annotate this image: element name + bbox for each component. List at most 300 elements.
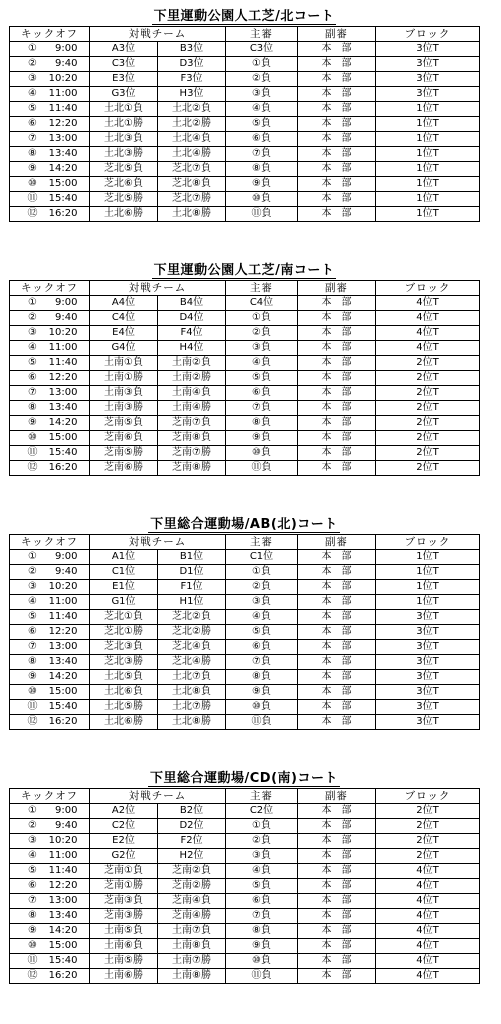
referee-cell: ⑩負 bbox=[226, 192, 298, 207]
match-row bbox=[10, 326, 480, 341]
match-number: ④ bbox=[28, 88, 37, 99]
match-number: ⑪ bbox=[27, 955, 38, 966]
match-row bbox=[10, 461, 480, 476]
team-1-cell: 芝南⑥負 bbox=[90, 431, 158, 446]
referee-cell: ②負 bbox=[226, 580, 298, 595]
team-1-cell: 土南③負 bbox=[90, 386, 158, 401]
kickoff-cell bbox=[10, 924, 90, 939]
match-row bbox=[10, 909, 480, 924]
match-row bbox=[10, 819, 480, 834]
match-row bbox=[10, 356, 480, 371]
kickoff-time: 11:00 bbox=[48, 88, 78, 99]
kickoff-time: 11:40 bbox=[48, 357, 78, 368]
team-1-cell: 土北⑥勝 bbox=[90, 715, 158, 730]
sub-referee-cell: 本 部 bbox=[298, 565, 376, 580]
match-number: ⑧ bbox=[28, 656, 37, 667]
section-title: 下里総合運動場/CD(南)コート bbox=[150, 771, 338, 786]
kickoff-cell bbox=[10, 909, 90, 924]
match-number: ③ bbox=[28, 327, 37, 338]
match-number: ⑩ bbox=[28, 686, 37, 697]
sub-referee-cell: 本 部 bbox=[298, 401, 376, 416]
kickoff-cell bbox=[10, 42, 90, 57]
team-1-cell: 芝南⑥勝 bbox=[90, 461, 158, 476]
block-cell: 2位T bbox=[376, 386, 480, 401]
team-1-cell: 土北⑤負 bbox=[90, 670, 158, 685]
match-number: ③ bbox=[28, 835, 37, 846]
block-cell: 1位T bbox=[376, 565, 480, 580]
kickoff-time: 11:40 bbox=[48, 865, 78, 876]
match-number: ⑤ bbox=[28, 865, 37, 876]
match-number: ② bbox=[28, 820, 37, 831]
team-2-cell: 芝南②負 bbox=[158, 864, 226, 879]
referee-cell: ⑤負 bbox=[226, 117, 298, 132]
match-row bbox=[10, 804, 480, 819]
sub-referee-cell: 本 部 bbox=[298, 864, 376, 879]
kickoff-cell bbox=[10, 416, 90, 431]
sub-referee-cell: 本 部 bbox=[298, 57, 376, 72]
kickoff-time: 13:00 bbox=[48, 895, 78, 906]
block-cell: 1位T bbox=[376, 550, 480, 565]
block-cell: 3位T bbox=[376, 700, 480, 715]
kickoff-time: 16:20 bbox=[48, 462, 78, 473]
block-cell: 3位T bbox=[376, 57, 480, 72]
referee-cell: ⑨負 bbox=[226, 177, 298, 192]
team-2-cell: D2位 bbox=[158, 819, 226, 834]
kickoff-time: 9:40 bbox=[55, 566, 78, 577]
referee-cell: ⑥負 bbox=[226, 640, 298, 655]
referee-cell: ⑪負 bbox=[226, 461, 298, 476]
kickoff-time: 15:00 bbox=[48, 178, 78, 189]
kickoff-time: 9:00 bbox=[55, 805, 78, 816]
sub-referee-cell: 本 部 bbox=[298, 894, 376, 909]
header-teams: 対戦チーム bbox=[90, 789, 226, 804]
team-2-cell: 土南②負 bbox=[158, 356, 226, 371]
kickoff-cell bbox=[10, 192, 90, 207]
sub-referee-cell: 本 部 bbox=[298, 117, 376, 132]
match-row bbox=[10, 879, 480, 894]
kickoff-time: 9:40 bbox=[55, 820, 78, 831]
match-number: ⑥ bbox=[28, 118, 37, 129]
match-number: ① bbox=[28, 297, 37, 308]
team-2-cell: 芝北⑦負 bbox=[158, 162, 226, 177]
header-row bbox=[10, 281, 480, 296]
block-cell: 3位T bbox=[376, 670, 480, 685]
header-sub-referee: 副審 bbox=[298, 281, 376, 296]
kickoff-cell bbox=[10, 819, 90, 834]
team-1-cell: 土北③勝 bbox=[90, 147, 158, 162]
sub-referee-cell: 本 部 bbox=[298, 296, 376, 311]
kickoff-time: 13:00 bbox=[48, 133, 78, 144]
match-row bbox=[10, 42, 480, 57]
block-cell: 2位T bbox=[376, 461, 480, 476]
header-referee: 主審 bbox=[226, 535, 298, 550]
match-row bbox=[10, 580, 480, 595]
match-number: ⑦ bbox=[28, 387, 37, 398]
team-1-cell: A2位 bbox=[90, 804, 158, 819]
kickoff-time: 15:40 bbox=[48, 193, 78, 204]
kickoff-cell bbox=[10, 954, 90, 969]
header-block: ブロック bbox=[376, 281, 480, 296]
referee-cell: C2位 bbox=[226, 804, 298, 819]
team-2-cell: H2位 bbox=[158, 849, 226, 864]
match-row bbox=[10, 431, 480, 446]
match-row bbox=[10, 386, 480, 401]
block-cell: 3位T bbox=[376, 715, 480, 730]
match-row bbox=[10, 192, 480, 207]
match-number: ⑪ bbox=[27, 193, 38, 204]
header-kickoff: キックオフ bbox=[10, 281, 90, 296]
referee-cell: ③負 bbox=[226, 341, 298, 356]
referee-cell: ⑤負 bbox=[226, 625, 298, 640]
kickoff-cell bbox=[10, 550, 90, 565]
match-number: ⑧ bbox=[28, 402, 37, 413]
referee-cell: ⑨負 bbox=[226, 685, 298, 700]
kickoff-time: 15:00 bbox=[48, 432, 78, 443]
team-2-cell: 土南⑧勝 bbox=[158, 969, 226, 984]
kickoff-cell bbox=[10, 72, 90, 87]
block-cell: 4位T bbox=[376, 864, 480, 879]
header-sub-referee: 副審 bbox=[298, 789, 376, 804]
block-cell: 4位T bbox=[376, 341, 480, 356]
team-2-cell: 土南④勝 bbox=[158, 401, 226, 416]
team-2-cell: 芝南②勝 bbox=[158, 879, 226, 894]
match-row bbox=[10, 715, 480, 730]
sub-referee-cell: 本 部 bbox=[298, 909, 376, 924]
sub-referee-cell: 本 部 bbox=[298, 461, 376, 476]
match-number: ③ bbox=[28, 73, 37, 84]
team-2-cell: 芝南④勝 bbox=[158, 909, 226, 924]
referee-cell: ⑩負 bbox=[226, 700, 298, 715]
sub-referee-cell: 本 部 bbox=[298, 819, 376, 834]
team-1-cell: E3位 bbox=[90, 72, 158, 87]
sub-referee-cell: 本 部 bbox=[298, 386, 376, 401]
match-number: ① bbox=[28, 551, 37, 562]
sub-referee-cell: 本 部 bbox=[298, 416, 376, 431]
block-cell: 1位T bbox=[376, 192, 480, 207]
referee-cell: ⑨負 bbox=[226, 431, 298, 446]
kickoff-time: 14:20 bbox=[48, 417, 78, 428]
match-number: ② bbox=[28, 312, 37, 323]
team-1-cell: 芝南①勝 bbox=[90, 879, 158, 894]
sub-referee-cell: 本 部 bbox=[298, 326, 376, 341]
team-2-cell: H3位 bbox=[158, 87, 226, 102]
kickoff-cell bbox=[10, 610, 90, 625]
referee-cell: ③負 bbox=[226, 87, 298, 102]
match-row bbox=[10, 640, 480, 655]
referee-cell: ①負 bbox=[226, 819, 298, 834]
team-2-cell: 土北②勝 bbox=[158, 117, 226, 132]
match-row bbox=[10, 296, 480, 311]
referee-cell: ⑧負 bbox=[226, 416, 298, 431]
team-1-cell: 芝北⑤勝 bbox=[90, 192, 158, 207]
team-1-cell: 芝北③勝 bbox=[90, 655, 158, 670]
sub-referee-cell: 本 部 bbox=[298, 72, 376, 87]
team-1-cell: 芝北⑥負 bbox=[90, 177, 158, 192]
kickoff-cell bbox=[10, 625, 90, 640]
team-2-cell: D3位 bbox=[158, 57, 226, 72]
match-number: ⑩ bbox=[28, 432, 37, 443]
header-sub-referee: 副審 bbox=[298, 535, 376, 550]
kickoff-cell bbox=[10, 939, 90, 954]
kickoff-cell bbox=[10, 207, 90, 222]
team-1-cell: 土南①勝 bbox=[90, 371, 158, 386]
kickoff-time: 9:00 bbox=[55, 43, 78, 54]
referee-cell: ④負 bbox=[226, 102, 298, 117]
referee-cell: ①負 bbox=[226, 57, 298, 72]
team-1-cell: 芝南⑤勝 bbox=[90, 446, 158, 461]
sub-referee-cell: 本 部 bbox=[298, 655, 376, 670]
team-1-cell: G1位 bbox=[90, 595, 158, 610]
team-1-cell: 芝北⑤負 bbox=[90, 162, 158, 177]
referee-cell: ⑪負 bbox=[226, 715, 298, 730]
match-row bbox=[10, 102, 480, 117]
kickoff-cell bbox=[10, 595, 90, 610]
team-1-cell: 土南⑥負 bbox=[90, 939, 158, 954]
kickoff-cell bbox=[10, 849, 90, 864]
team-1-cell: C4位 bbox=[90, 311, 158, 326]
team-1-cell: 土北⑤勝 bbox=[90, 700, 158, 715]
referee-cell: ③負 bbox=[226, 849, 298, 864]
block-cell: 3位T bbox=[376, 655, 480, 670]
team-1-cell: 芝南③勝 bbox=[90, 909, 158, 924]
match-row bbox=[10, 416, 480, 431]
match-row bbox=[10, 550, 480, 565]
kickoff-cell bbox=[10, 132, 90, 147]
team-1-cell: 土北⑥負 bbox=[90, 685, 158, 700]
match-row bbox=[10, 341, 480, 356]
kickoff-time: 11:00 bbox=[48, 850, 78, 861]
match-row bbox=[10, 834, 480, 849]
kickoff-cell bbox=[10, 326, 90, 341]
block-cell: 4位T bbox=[376, 326, 480, 341]
header-teams: 対戦チーム bbox=[90, 281, 226, 296]
team-2-cell: 芝南⑧負 bbox=[158, 431, 226, 446]
referee-cell: C1位 bbox=[226, 550, 298, 565]
match-row bbox=[10, 57, 480, 72]
team-1-cell: A4位 bbox=[90, 296, 158, 311]
kickoff-time: 10:20 bbox=[48, 581, 78, 592]
header-block: ブロック bbox=[376, 789, 480, 804]
match-row bbox=[10, 685, 480, 700]
kickoff-time: 9:00 bbox=[55, 297, 78, 308]
match-number: ② bbox=[28, 58, 37, 69]
team-2-cell: 土北⑧負 bbox=[158, 685, 226, 700]
match-number: ⑦ bbox=[28, 133, 37, 144]
header-referee: 主審 bbox=[226, 27, 298, 42]
match-row bbox=[10, 939, 480, 954]
match-number: ⑥ bbox=[28, 880, 37, 891]
referee-cell: C3位 bbox=[226, 42, 298, 57]
kickoff-cell bbox=[10, 117, 90, 132]
team-1-cell: G2位 bbox=[90, 849, 158, 864]
match-number: ⑦ bbox=[28, 895, 37, 906]
block-cell: 1位T bbox=[376, 595, 480, 610]
match-row bbox=[10, 207, 480, 222]
match-row bbox=[10, 894, 480, 909]
block-cell: 3位T bbox=[376, 640, 480, 655]
team-2-cell: B4位 bbox=[158, 296, 226, 311]
sub-referee-cell: 本 部 bbox=[298, 431, 376, 446]
referee-cell: ②負 bbox=[226, 834, 298, 849]
team-2-cell: 芝北⑧負 bbox=[158, 177, 226, 192]
kickoff-time: 16:20 bbox=[48, 970, 78, 981]
match-number: ⑨ bbox=[28, 417, 37, 428]
kickoff-time: 12:20 bbox=[48, 372, 78, 383]
match-row bbox=[10, 849, 480, 864]
match-row bbox=[10, 147, 480, 162]
block-cell: 1位T bbox=[376, 162, 480, 177]
referee-cell: ⑩負 bbox=[226, 954, 298, 969]
kickoff-cell bbox=[10, 311, 90, 326]
sub-referee-cell: 本 部 bbox=[298, 550, 376, 565]
sub-referee-cell: 本 部 bbox=[298, 670, 376, 685]
team-1-cell: 土南③勝 bbox=[90, 401, 158, 416]
block-cell: 3位T bbox=[376, 87, 480, 102]
sub-referee-cell: 本 部 bbox=[298, 147, 376, 162]
kickoff-cell bbox=[10, 655, 90, 670]
team-2-cell: H4位 bbox=[158, 341, 226, 356]
match-number: ⑫ bbox=[27, 208, 38, 219]
referee-cell: ⑦負 bbox=[226, 147, 298, 162]
team-1-cell: 土南①負 bbox=[90, 356, 158, 371]
block-cell: 2位T bbox=[376, 416, 480, 431]
team-1-cell: 芝南⑤負 bbox=[90, 416, 158, 431]
header-referee: 主審 bbox=[226, 789, 298, 804]
team-2-cell: B3位 bbox=[158, 42, 226, 57]
section-title: 下里総合運動場/AB(北)コート bbox=[150, 517, 338, 532]
kickoff-time: 14:20 bbox=[48, 163, 78, 174]
match-number: ① bbox=[28, 805, 37, 816]
kickoff-time: 11:00 bbox=[48, 342, 78, 353]
team-1-cell: 芝北①負 bbox=[90, 610, 158, 625]
block-cell: 1位T bbox=[376, 117, 480, 132]
kickoff-cell bbox=[10, 685, 90, 700]
schedule-table bbox=[9, 280, 480, 476]
block-cell: 2位T bbox=[376, 371, 480, 386]
kickoff-time: 16:20 bbox=[48, 716, 78, 727]
schedule-table bbox=[9, 788, 480, 984]
kickoff-time: 10:20 bbox=[48, 327, 78, 338]
match-number: ⑤ bbox=[28, 611, 37, 622]
referee-cell: ⑤負 bbox=[226, 371, 298, 386]
block-cell: 4位T bbox=[376, 954, 480, 969]
kickoff-cell bbox=[10, 879, 90, 894]
match-row bbox=[10, 565, 480, 580]
team-1-cell: C2位 bbox=[90, 819, 158, 834]
team-1-cell: 土北①負 bbox=[90, 102, 158, 117]
match-row bbox=[10, 117, 480, 132]
block-cell: 2位T bbox=[376, 401, 480, 416]
kickoff-time: 15:00 bbox=[48, 940, 78, 951]
block-cell: 2位T bbox=[376, 849, 480, 864]
team-2-cell: 土北④負 bbox=[158, 132, 226, 147]
sub-referee-cell: 本 部 bbox=[298, 924, 376, 939]
referee-cell: ②負 bbox=[226, 72, 298, 87]
team-2-cell: 土南②勝 bbox=[158, 371, 226, 386]
kickoff-time: 11:00 bbox=[48, 596, 78, 607]
team-2-cell: F4位 bbox=[158, 326, 226, 341]
team-2-cell: F3位 bbox=[158, 72, 226, 87]
match-row bbox=[10, 132, 480, 147]
referee-cell: C4位 bbox=[226, 296, 298, 311]
sub-referee-cell: 本 部 bbox=[298, 640, 376, 655]
match-row bbox=[10, 311, 480, 326]
block-cell: 4位T bbox=[376, 969, 480, 984]
match-row bbox=[10, 177, 480, 192]
kickoff-cell bbox=[10, 804, 90, 819]
team-2-cell: 芝南⑦勝 bbox=[158, 446, 226, 461]
referee-cell: ⑦負 bbox=[226, 909, 298, 924]
match-row bbox=[10, 864, 480, 879]
kickoff-cell bbox=[10, 894, 90, 909]
sub-referee-cell: 本 部 bbox=[298, 446, 376, 461]
sub-referee-cell: 本 部 bbox=[298, 341, 376, 356]
kickoff-cell bbox=[10, 969, 90, 984]
match-row bbox=[10, 72, 480, 87]
header-row bbox=[10, 27, 480, 42]
match-number: ⑥ bbox=[28, 372, 37, 383]
referee-cell: ④負 bbox=[226, 610, 298, 625]
sub-referee-cell: 本 部 bbox=[298, 849, 376, 864]
match-row bbox=[10, 625, 480, 640]
kickoff-time: 12:20 bbox=[48, 118, 78, 129]
referee-cell: ⑨負 bbox=[226, 939, 298, 954]
match-number: ⑦ bbox=[28, 641, 37, 652]
block-cell: 4位T bbox=[376, 311, 480, 326]
block-cell: 4位T bbox=[376, 939, 480, 954]
sub-referee-cell: 本 部 bbox=[298, 102, 376, 117]
referee-cell: ⑦負 bbox=[226, 401, 298, 416]
kickoff-cell bbox=[10, 431, 90, 446]
referee-cell: ③負 bbox=[226, 595, 298, 610]
block-cell: 1位T bbox=[376, 132, 480, 147]
header-row bbox=[10, 789, 480, 804]
referee-cell: ⑪負 bbox=[226, 969, 298, 984]
team-1-cell: E4位 bbox=[90, 326, 158, 341]
block-cell: 1位T bbox=[376, 147, 480, 162]
block-cell: 1位T bbox=[376, 207, 480, 222]
referee-cell: ⑦負 bbox=[226, 655, 298, 670]
kickoff-cell bbox=[10, 296, 90, 311]
section-title: 下里運動公園人工芝/北コート bbox=[153, 9, 335, 24]
team-2-cell: 芝南④負 bbox=[158, 894, 226, 909]
header-kickoff: キックオフ bbox=[10, 27, 90, 42]
team-2-cell: 土北④勝 bbox=[158, 147, 226, 162]
team-2-cell: 土南④負 bbox=[158, 386, 226, 401]
team-2-cell: 土北⑦勝 bbox=[158, 700, 226, 715]
team-1-cell: E1位 bbox=[90, 580, 158, 595]
block-cell: 2位T bbox=[376, 446, 480, 461]
team-2-cell: 土南⑦負 bbox=[158, 924, 226, 939]
team-1-cell: C1位 bbox=[90, 565, 158, 580]
kickoff-time: 12:20 bbox=[48, 626, 78, 637]
match-number: ⑩ bbox=[28, 178, 37, 189]
sub-referee-cell: 本 部 bbox=[298, 580, 376, 595]
block-cell: 3位T bbox=[376, 685, 480, 700]
kickoff-cell bbox=[10, 461, 90, 476]
match-row bbox=[10, 610, 480, 625]
kickoff-time: 13:40 bbox=[48, 910, 78, 921]
kickoff-time: 13:00 bbox=[48, 641, 78, 652]
kickoff-time: 14:20 bbox=[48, 925, 78, 936]
kickoff-time: 10:20 bbox=[48, 835, 78, 846]
block-cell: 4位T bbox=[376, 909, 480, 924]
kickoff-cell bbox=[10, 87, 90, 102]
match-number: ⑪ bbox=[27, 701, 38, 712]
team-1-cell: 土南⑥勝 bbox=[90, 969, 158, 984]
team-2-cell: D4位 bbox=[158, 311, 226, 326]
match-number: ⑧ bbox=[28, 910, 37, 921]
